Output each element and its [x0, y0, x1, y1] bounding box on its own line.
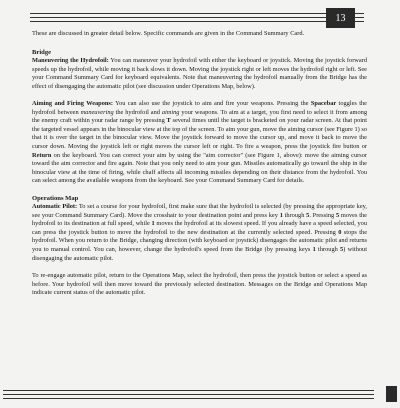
intro-paragraph: These are discussed in greater detail below. Specific commands are given in the Command Summary Card. — [32, 30, 305, 37]
autopilot-text-7: through — [315, 246, 341, 254]
header-rule-bottom — [30, 21, 364, 22]
aiming-section — [32, 100, 367, 185]
footer-rule-bottom — [3, 398, 374, 399]
footer-corner-box — [386, 386, 397, 402]
footer-rule-top — [3, 390, 374, 391]
aiming-text-3: the hydrofoil and — [113, 108, 162, 116]
operations-map-heading: Operations Map — [32, 194, 79, 202]
aiming-word: aiming — [161, 108, 180, 116]
aiming-text-1: You can also use the joystick to aim and fire your weapons. Pressing the — [115, 100, 311, 108]
maneuvering-text: You can maneuver your hydrofoil with either the keyboard or joystick. Moving the joystick forward speeds up the hydrofoil, while moving it back slows it down. Moving the joystick right or left moves the hydrofoil right or left. See your Command Summary Card for keyboard equivalents. Note that maneuvering the hydrofoil manually from the Bridge has the effect of disengaging the automatic pilot (see discussion under Operations Map, below). — [32, 57, 367, 90]
reengage-paragraph: To re-engage automatic pilot, return to the Operations Map, select the hydrofoil, then press the joystick button or select a speed as before. Your hydrofoil will then move toward the previously selected destination. Messages on the Bridge and Operations Map indicate current status of the automatic pilot. — [32, 272, 367, 297]
bridge-section — [32, 49, 367, 92]
aiming-paragraph — [32, 100, 367, 185]
footer-rule-middle — [3, 394, 374, 395]
autopilot-paragraph — [32, 203, 367, 263]
spacebar-key: Spacebar — [310, 100, 337, 108]
autopilot-text-1: To set a course for your hydrofoil, first make sure that the hydrofoil is selected (by pressing the appropriate key, see your Command Summary Card). Move the crosshair to your destination point and press key — [32, 203, 367, 219]
return-key: Return — [32, 151, 52, 159]
autopilot-text-8: ) without disengaging the automatic pilot. — [32, 246, 367, 262]
header-rule-top — [30, 13, 364, 14]
aiming-text-2: toggles the hydrofoil between — [32, 100, 367, 116]
autopilot-text-3: . Pressing — [309, 211, 336, 219]
page-body — [32, 30, 367, 298]
autopilot-text-2: through — [282, 211, 307, 219]
t-key: T — [166, 117, 171, 125]
autopilot-title: Automatic Pilot: — [32, 203, 78, 211]
key-5-b: 5 — [335, 211, 340, 219]
bridge-heading: Bridge — [32, 48, 52, 56]
key-0: 0 — [338, 228, 342, 236]
autopilot-text-4: moves the hydrofoil to its destination at full speed, while — [32, 211, 367, 228]
header-rule-middle — [30, 17, 364, 18]
aiming-text-6: on the keyboard. You can correct your aim by using the "aim corrector" (see Figure 1, above): move the aiming cursor toward the aim corrector and fire again. Note that you only need to aim your gun. Missiles automatically go toward the ship in the binocular view at the time of firing, while chaff affects all incoming missiles depending on their distance from the hydrofoil. You can select among the available weapons from the keyboard. See your Command Summary Card for details. — [32, 151, 367, 185]
maneuvering-title: Maneuvering the Hydrofoil: — [32, 57, 109, 65]
key-1: 1 — [279, 211, 283, 219]
maneuvering-paragraph — [32, 57, 367, 91]
autopilot-text-5: moves the hydrofoil at its slowest speed. If you already have a speed selected, you can press the joystick button to move the hydrofoil to the new destination at the currently selected speed. Pressing — [32, 220, 368, 236]
maneuvering-word: maneuvering — [80, 108, 114, 116]
page-number: 13 — [326, 8, 355, 28]
key-1-b: 1 — [151, 220, 155, 228]
aiming-text-4: your weapons. To aim at a target, you first need to select it from among the enemy craft within your radar range by pressing — [32, 108, 367, 125]
key-1-c: 1 — [312, 246, 316, 254]
key-5: 5 — [306, 211, 310, 219]
key-5-c: 5 — [340, 246, 344, 254]
aiming-title: Aiming and Firing Weapons: — [32, 100, 113, 108]
operations-map-section — [32, 195, 367, 263]
autopilot-text-6: stops the hydrofoil. When you return to the Bridge, changing direction (with keyboard or joystick) disengages the automatic pilot and returns you to manual control. You can, however, change the hydrofoil's speed from the Bridge (by pressing keys — [32, 228, 368, 254]
aiming-text-5: several times until the target is bracketed on your radar screen. At that point the targeted vessel appears in the binocular view at the top of the screen. To aim your gun, move the aiming cursor (see Figure 1) so that it is over the target in the binocular view. Move the joystick forward to move the cursor up, and move it back to move the cursor down. Moving the joystick left or right moves the cursor left or right. To fire a weapon, press the joystick fire button or — [32, 117, 367, 151]
